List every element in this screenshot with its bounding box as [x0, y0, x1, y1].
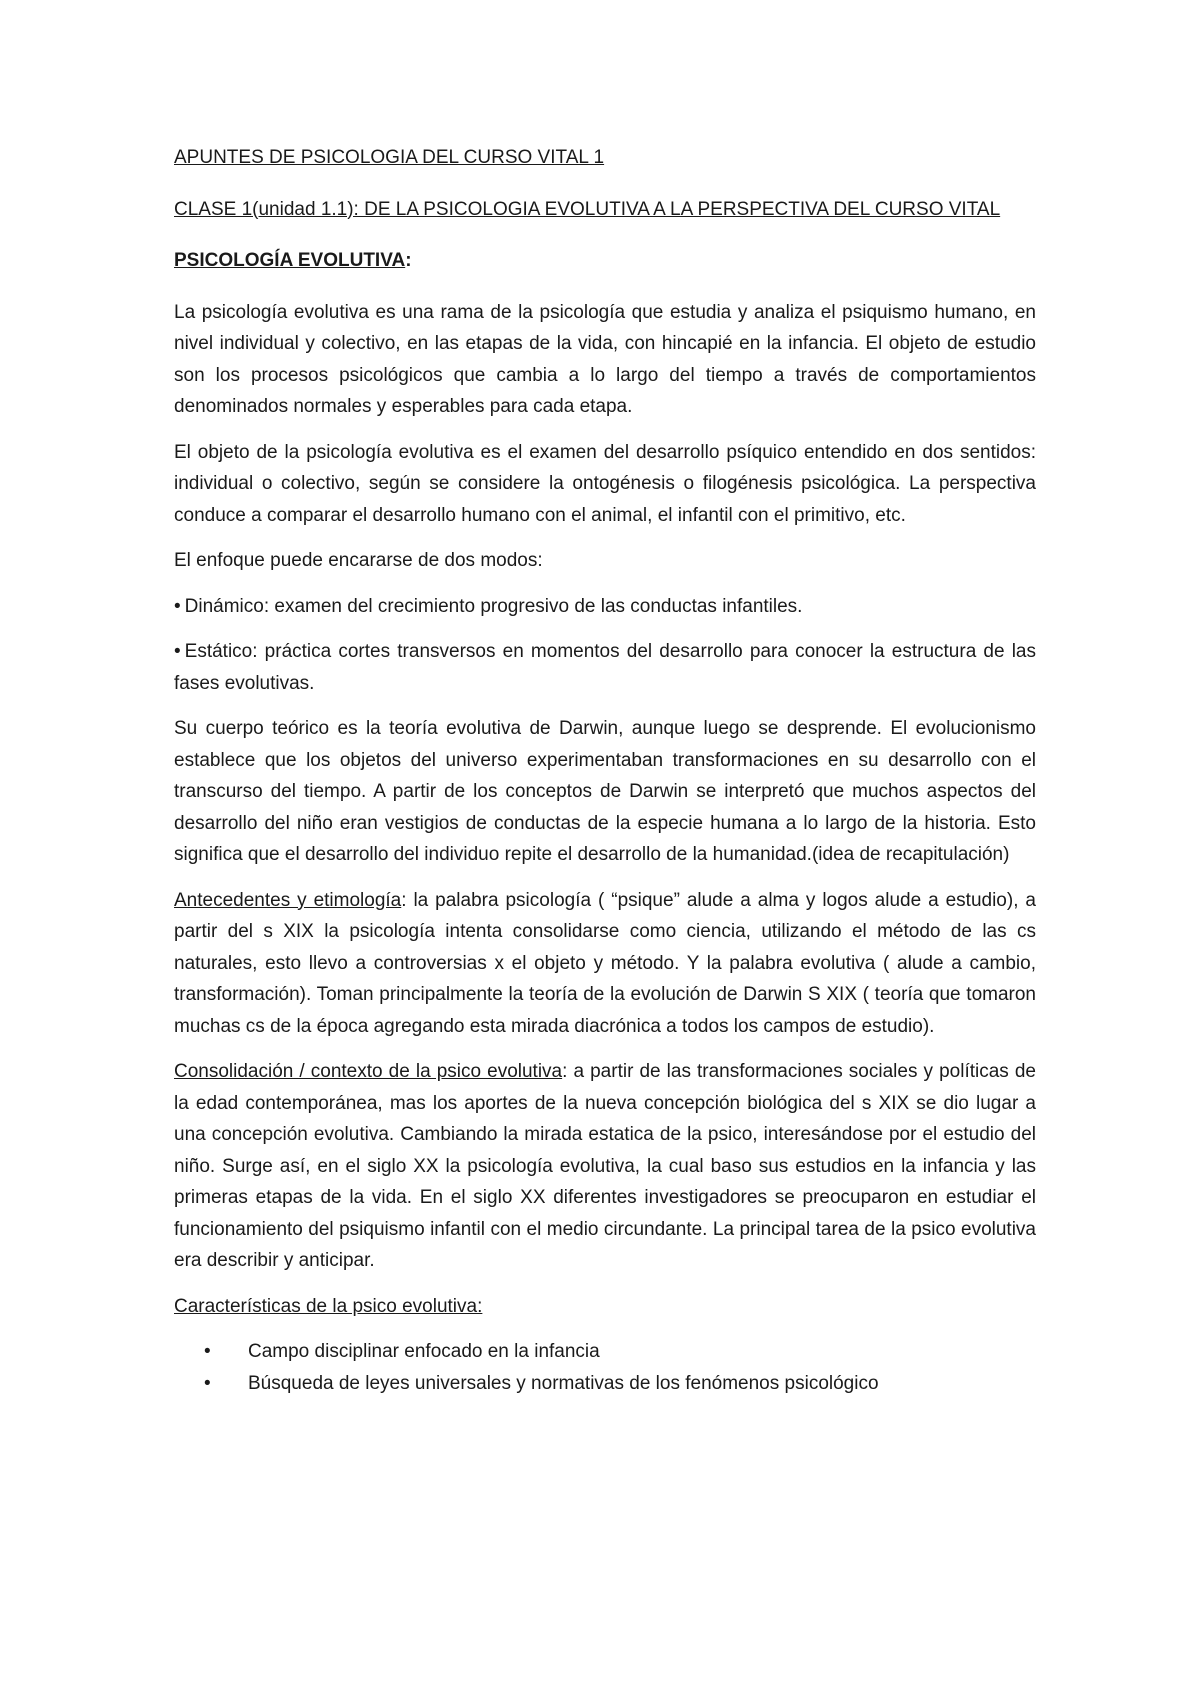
caracteristicas-label: Características de la psico evolutiva: [174, 1295, 483, 1317]
mode-static-text: Estático: práctica cortes transversos en momentos del desarrollo para conocer la estructura de las fases evolutivas. [174, 641, 1036, 694]
list-item: • Campo disciplinar enfocado en la infancia [174, 1336, 1036, 1368]
paragraph-antecedentes [174, 885, 1036, 1043]
paragraph-definition: La psicología evolutiva es una rama de la psicología que estudia y analiza el psiquismo humano, en nivel individual y colectivo, en las etapas de la vida, con hincapié en la infancia. El objeto de estudio son los procesos psicológicos que cambia a lo largo del tiempo a través de comportamientos denominados normales y esperables para cada etapa. [174, 301, 1036, 417]
paragraph-approach: El enfoque puede encararse de dos modos: [174, 550, 543, 571]
document-body [174, 142, 1036, 1399]
bullet-icon: • [174, 641, 181, 662]
paragraph-object: El objeto de la psicología evolutiva es el examen del desarrollo psíquico entendido en dos sentidos: individual o colectivo, según se considere la ontogénesis o filogénesis psicológica. La perspectiva conduce a comparar el desarrollo humano con el animal, el infantil con el primitivo, etc. [174, 441, 1036, 526]
section-heading-line [174, 245, 1036, 277]
consolidacion-text: : a partir de las transformaciones sociales y políticas de la edad contemporánea, mas los aportes de la nueva concepción biológica del s XIX se dio lugar a una concepción evolutiva. Cambiando la mirada estatica de la psico, interesándose por el estudio del niño. Surge así, en el siglo XX la psicología evolutiva, la cual baso sus estudios en la infancia y las primeras etapas de la vida. En el siglo XX diferentes investigadores se preocuparon en estudiar el funcionamiento del psiquismo infantil con el medio circundante. La principal tarea de la psico evolutiva era describir y anticipar. [174, 1061, 1036, 1271]
consolidacion-label: Consolidación / contexto de la psico evolutiva [174, 1061, 563, 1082]
bullet-icon: • [174, 595, 181, 617]
document-title: APUNTES DE PSICOLOGIA DEL CURSO VITAL 1 [174, 147, 605, 168]
caracteristicas-heading [174, 1291, 1036, 1323]
section-heading: PSICOLOGÍA EVOLUTIVA [174, 250, 406, 271]
antecedentes-label: Antecedentes y etimología [174, 889, 402, 911]
paragraph-darwin: Su cuerpo teórico es la teoría evolutiva de Darwin, aunque luego se desprende. El evolucionismo establece que los objetos del universo experimentaban transformaciones en su desarrollo con el transcurso del tiempo. A partir de los conceptos de Darwin se interpretó que muchos aspectos del desarrollo del niño eran vestigios de conductas de la especie humana a lo largo de la historia. Esto significa que el desarrollo del individuo repite el desarrollo de la humanidad.(idea de recapitulación) [174, 718, 1036, 865]
class-title: CLASE 1(unidad 1.1): DE LA PSICOLOGIA EVOLUTIVA A LA PERSPECTIVA DEL CURSO VITAL [174, 198, 1001, 220]
mode-static [174, 636, 1036, 699]
list-item: • Búsqueda de leyes universales y normativas de los fenómenos psicológico [174, 1368, 1036, 1400]
section-heading-colon: : [405, 250, 412, 271]
mode-dynamic [174, 591, 1036, 623]
mode-dynamic-text: Dinámico: examen del crecimiento progresivo de las conductas infantiles. [184, 595, 803, 617]
paragraph-consolidacion [174, 1056, 1036, 1277]
antecedentes-text: : la palabra psicología ( “psique” alude a alma y logos alude a estudio), a partir del s XIX la psicología intenta consolidarse como ciencia, utilizando el método de las cs naturales, esto llevo a controversias x el objeto y método. Y la palabra evolutiva ( alude a cambio, transformación). Toman principalmente la teoría de la evolución de Darwin S XIX ( teoría que tomaron muchas cs de la época agregando esta mirada diacrónica a todos los campos de estudio). [174, 889, 1036, 1037]
caracteristicas-list [174, 1336, 1036, 1399]
